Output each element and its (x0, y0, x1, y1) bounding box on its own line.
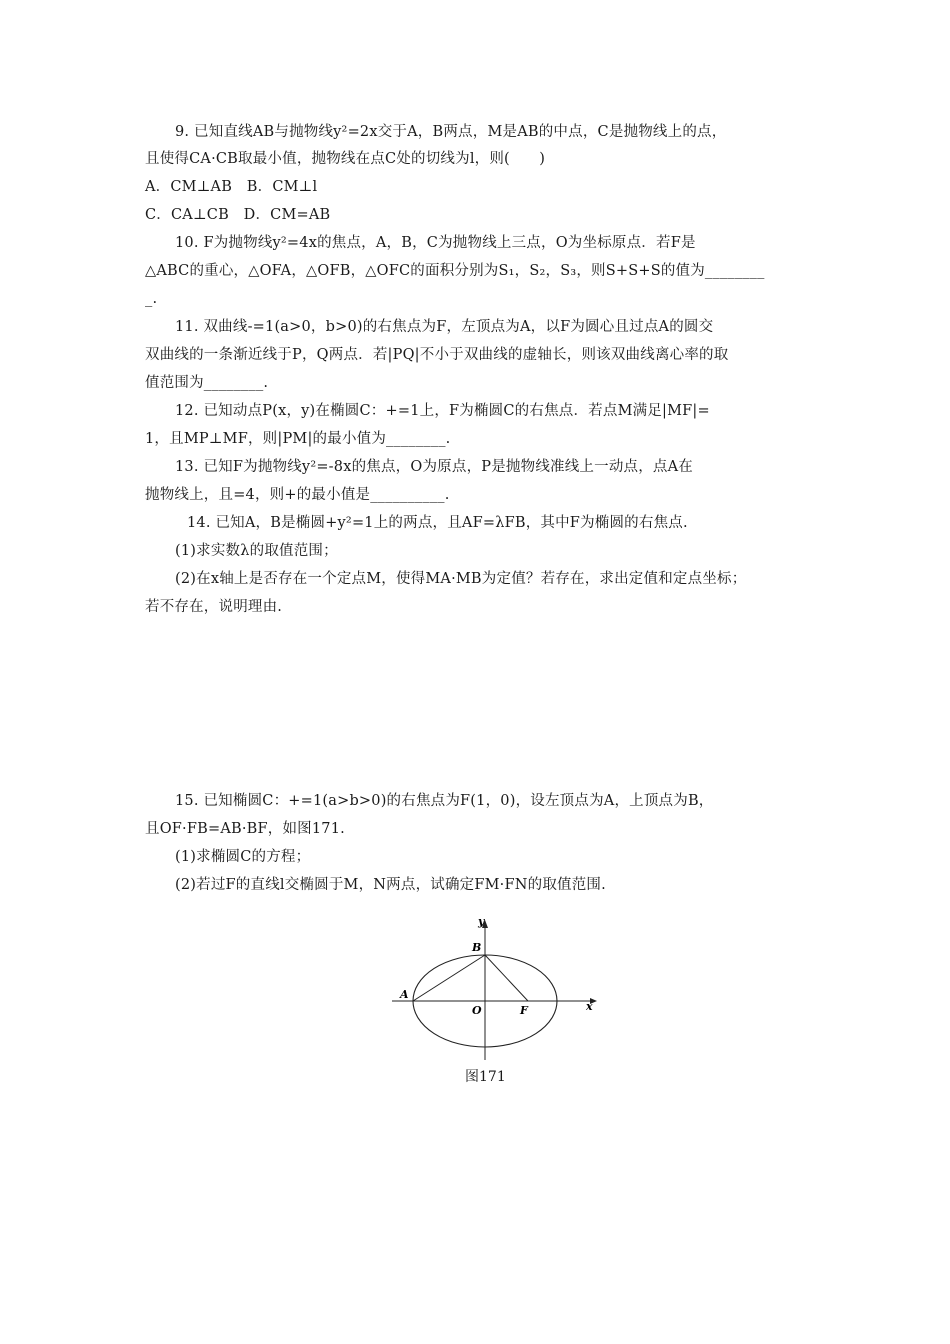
problem-12-line-1: 12. 已知动点P(x，y)在椭圆C：+=1上，F为椭圆C的右焦点．若点M满足|MF|= (175, 403, 710, 419)
problem-14-question-2b: 若不存在，说明理由. (145, 599, 283, 615)
problem-14-question-2a: (2)在x轴上是否存在一个定点M，使得MA·MB为定值？若存在，求出定值和定点坐标； (175, 571, 747, 587)
label-x: x (586, 1000, 593, 1013)
problem-9-line-2: 且使得CA·CB取最小值，抛物线在点C处的切线为l，则( ) (145, 151, 546, 167)
problem-14-line-1: 14. 已知A，B是椭圆+y²=1上的两点，且AF=λFB，其中F为椭圆的右焦点. (187, 515, 688, 531)
problem-9-options-ab: A．CM⊥AB B．CM⊥l (145, 179, 318, 195)
problem-13-line-1: 13. 已知F为抛物线y²=-8x的焦点，O为原点，P是抛物线准线上一动点，点A在 (175, 459, 693, 475)
label-y: y (478, 915, 485, 928)
label-a: A (400, 988, 409, 1001)
label-f: F (520, 1004, 528, 1017)
figure-caption: 图171 (465, 1069, 506, 1085)
problem-10-line-1: 10. F为抛物线y²=4x的焦点，A，B，C为抛物线上三点，O为坐标原点．若F是 (175, 235, 696, 251)
problem-12-line-2: 1，且MP⊥MF，则|PM|的最小值为________. (145, 431, 451, 447)
problem-10-line-3: _. (145, 291, 158, 307)
problem-9-line-1: 9. 已知直线AB与抛物线y²=2x交于A，B两点，M是AB的中点，C是抛物线上的点， (175, 124, 727, 140)
problem-13-line-2: 抛物线上，且=4，则+的最小值是__________. (145, 487, 450, 503)
problem-11-line-1: 11. 双曲线-=1(a>0，b>0)的右焦点为F，左顶点为A，以F为圆心且过点A的圆交 (175, 319, 714, 335)
problem-14-question-1: (1)求实数λ的取值范围； (175, 543, 338, 559)
segment-ab (413, 955, 485, 1001)
label-o: O (472, 1004, 482, 1017)
problem-15-question-1: (1)求椭圆C的方程； (175, 849, 311, 865)
problem-15-question-2: (2)若过F的直线l交椭圆于M，N两点，试确定FM·FN的取值范围. (175, 877, 606, 893)
problem-11-line-2: 双曲线的一条渐近线于P，Q两点．若|PQ|不小于双曲线的虚轴长，则该双曲线离心率的取 (145, 347, 729, 363)
problem-9-options-cd: C．CA⊥CB D．CM=AB (145, 207, 331, 223)
label-b: B (472, 941, 482, 954)
problem-15-line-1: 15. 已知椭圆C：+=1(a>b>0)的右焦点为F(1，0)，设左顶点为A，上顶点为B， (175, 793, 714, 809)
problem-11-line-3: 值范围为________. (145, 375, 269, 391)
segment-bf (485, 955, 528, 1001)
ellipse-figure (388, 910, 598, 1060)
problem-15-line-2: 且OF·FB=AB·BF，如图171. (145, 821, 345, 837)
problem-10-line-2: △ABC的重心，△OFA，△OFB，△OFC的面积分别为S₁，S₂，S₃，则S+S+S的值为________ (145, 263, 765, 279)
